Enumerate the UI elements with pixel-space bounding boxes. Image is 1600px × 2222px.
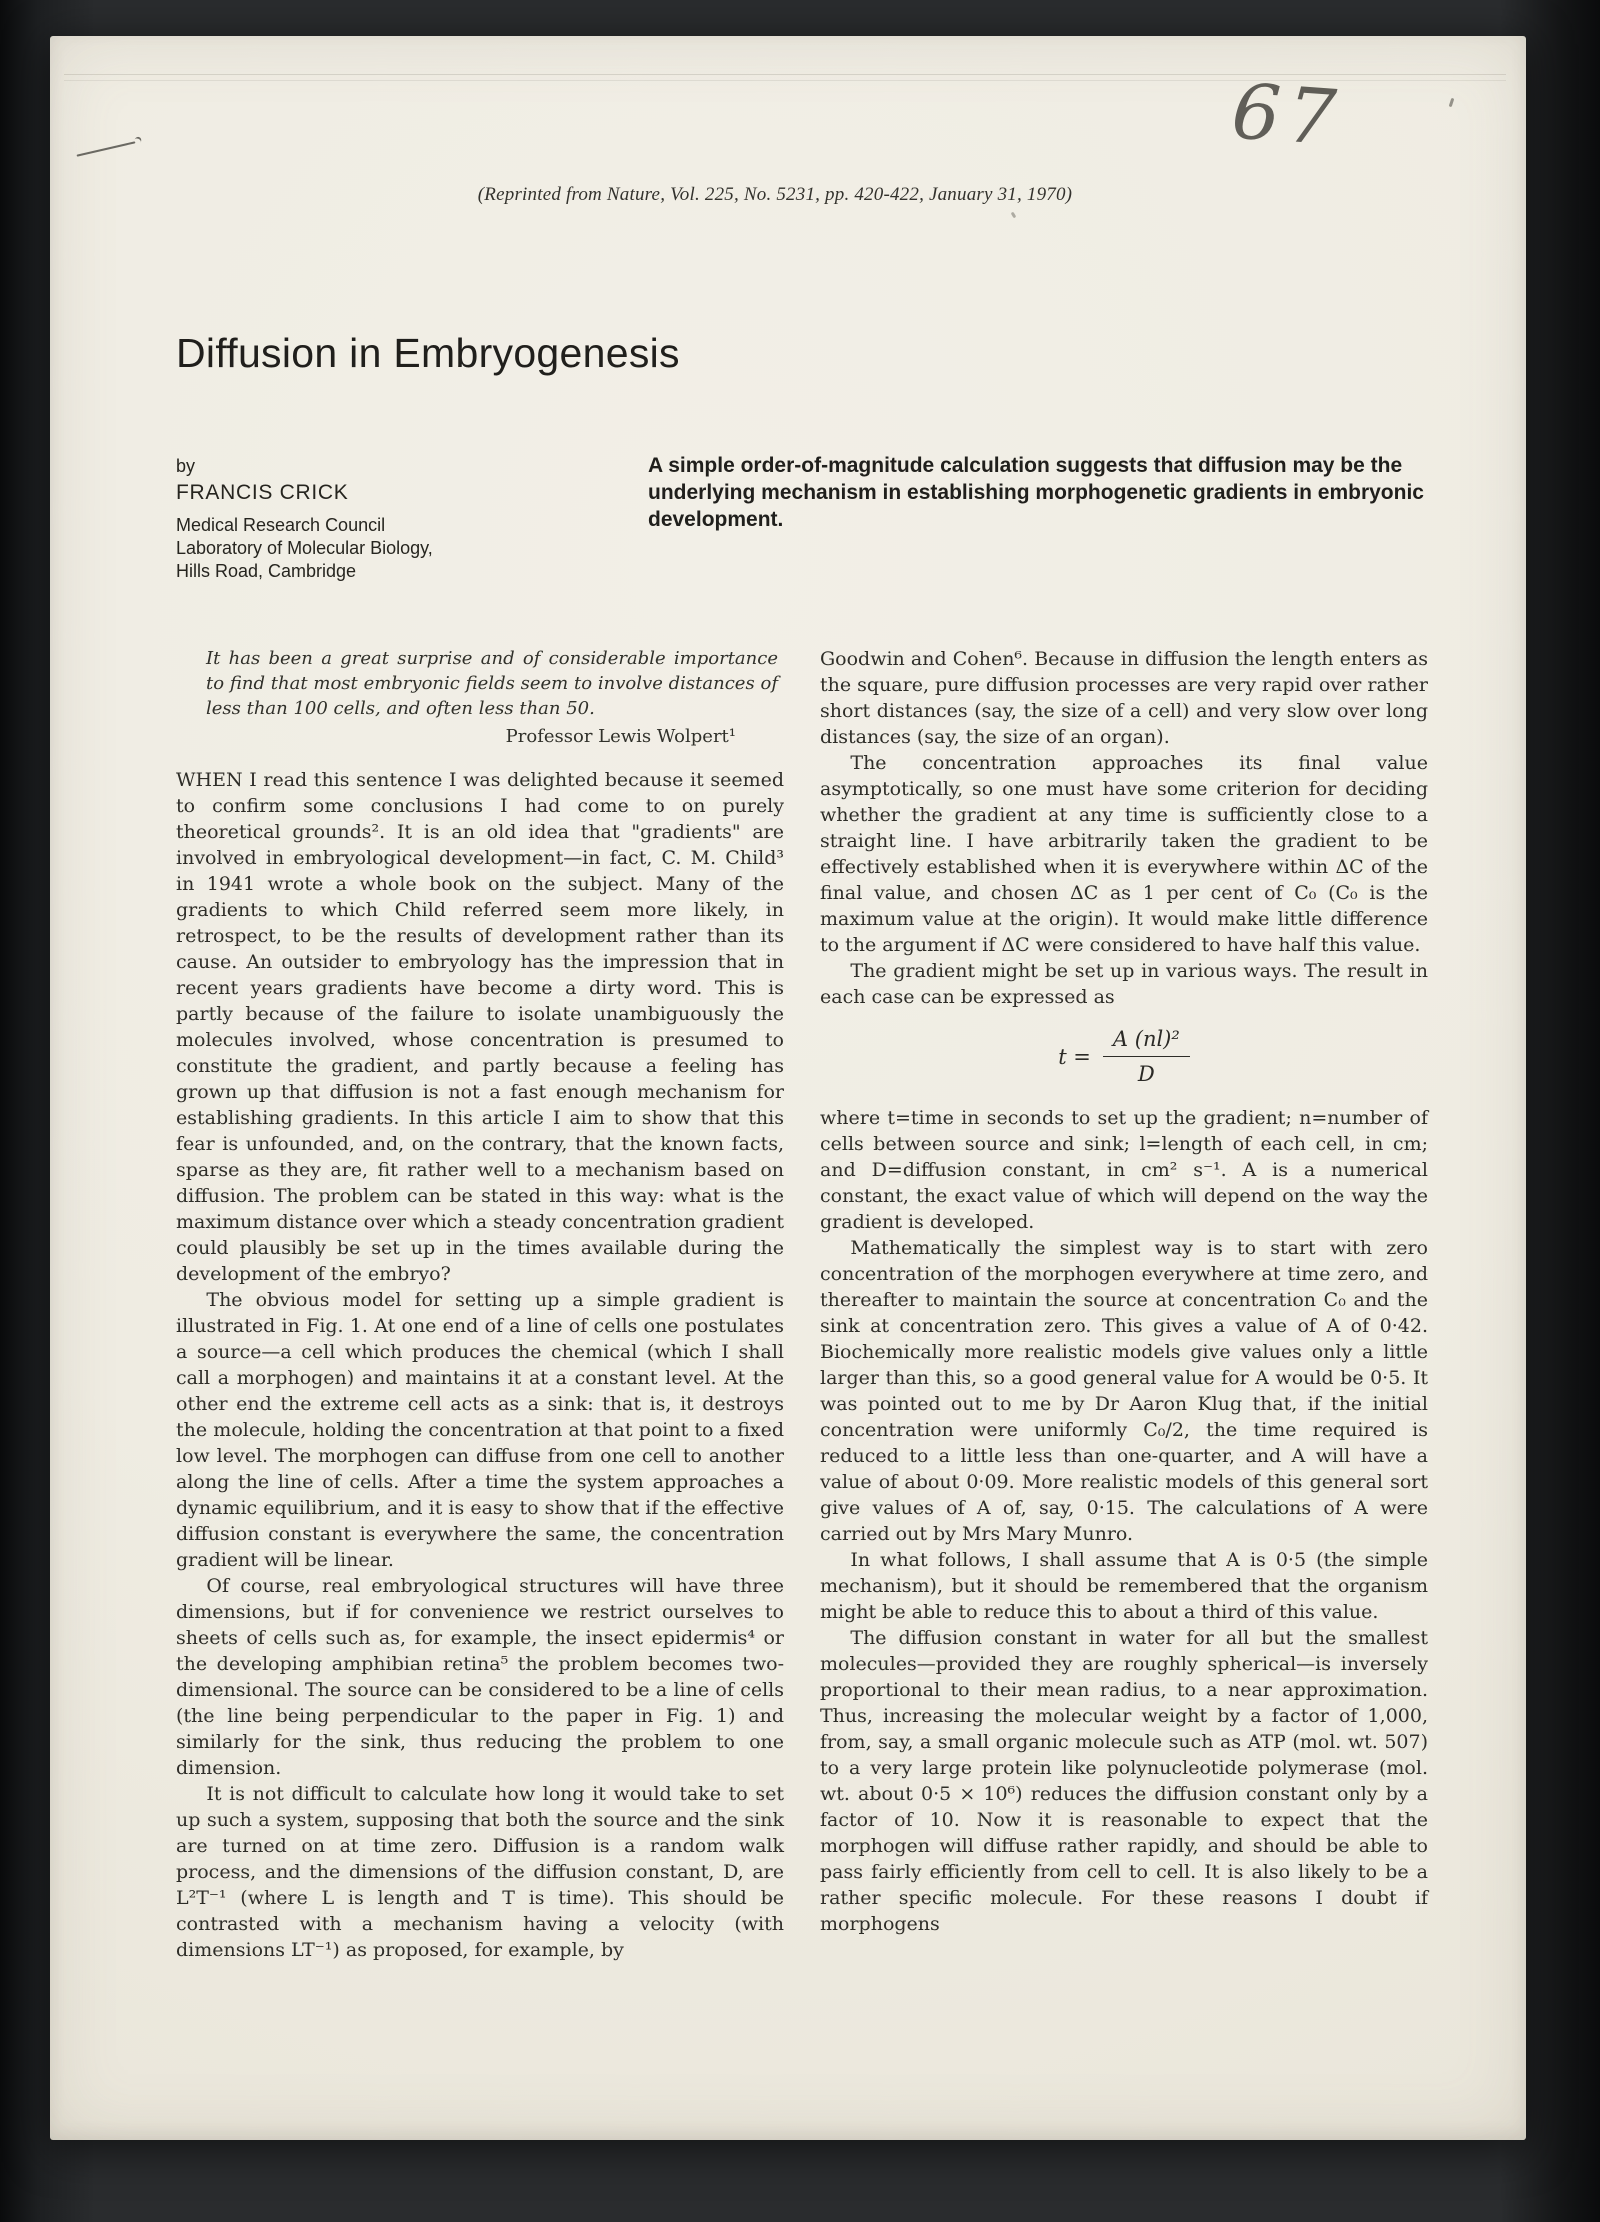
left-column	[176, 646, 784, 1963]
article-body	[176, 646, 1428, 1963]
affiliation-line: Medical Research Council	[176, 515, 386, 535]
equation-lhs: t =	[1058, 1044, 1091, 1069]
body-paragraph: The concentration approaches its final value asymptotically, so one must have some criterion for deciding whether the gradient at any time is sufficiently close to a straight line. I have arbitrarily taken the gradient to be effectively established when it is everywhere within ΔC of the final value, and chosen ΔC as 1 per cent of C₀ (C₀ is the maximum value at the origin). It would make little difference to the argument if ΔC were considered to have half this value.	[820, 752, 1428, 956]
scan-speck	[1011, 212, 1017, 219]
body-paragraph: Goodwin and Cohen⁶. Because in diffusion the length enters as the square, pure diffusion processes are very rapid over rather short distances (say, the size of a cell) and very slow over long distances (say, the size of an organ).	[820, 648, 1428, 748]
body-paragraph: WHEN I read this sentence I was delighted because it seemed to confirm some conclusions I had come to on purely theoretical grounds². It is an old idea that "gradients" are involved in embryological development—in fact, C. M. Child³ in 1941 wrote a whole book on the subject. Many of the gradients to which Child referred seem more likely, in retrospect, to be the results of development rather than its cause. An outsider to embryology has the impression that in recent years gradients have become a dirty word. This is partly because of the failure to isolate unambiguously the molecules involved, whose concentration is presumed to constitute the gradient, and partly because a feeling has grown up that diffusion is not a fast enough mechanism for establishing gradients. In this article I aim to show that this fear is unfounded, and, on the contrary, that the known facts, sparse as they are, fit rather well to a mechanism based on diffusion. The problem can be stated in this way: what is the maximum distance over which a steady concentration gradient could plausibly be set up in the times available during the development of the embryo?	[176, 769, 784, 1285]
body-paragraph: The gradient might be set up in various ways. The result in each case can be expressed as	[820, 960, 1428, 1008]
byline-by-label: by	[176, 456, 196, 476]
handwritten-page-number: 67	[1229, 66, 1346, 163]
reprint-line: (Reprinted from Nature, Vol. 225, No. 5231, pp. 420-422, January 31, 1970)	[477, 184, 1073, 205]
body-paragraph: In what follows, I shall assume that A is 0·5 (the simple mechanism), but it should be remembered that the organism might be able to reduce this to about a third of this value.	[820, 1549, 1428, 1623]
epigraph-text: It has been a great surprise and of considerable importance to find that most embryonic fields seem to involve distances of less than 100 cells, and often less than 50.	[206, 648, 778, 719]
right-column	[820, 646, 1428, 1963]
body-paragraph: The diffusion constant in water for all but the smallest molecules—provided they are roughly spherical—is inversely proportional to their mean radius, to a near approximation. Thus, increasing the molecular weight by a factor of 1,000, from, say, a small organic molecule such as ATP (mol. wt. 507) to a very large protein like polynucleotide polymerase (mol. wt. about 0·5 × 10⁶) reduces the diffusion constant only by a factor of 10. Now it is reasonable to expect that the morphogen will diffuse rather rapidly, and should be able to pass fairly efficiently from cell to cell. It is also likely to be a rather specific molecule. For these reasons I doubt if morphogens	[820, 1627, 1428, 1935]
equation-fraction	[1103, 1026, 1190, 1087]
body-paragraph: It is not difficult to calculate how long it would take to set up such a system, supposing that both the source and the sink are turned on at time zero. Diffusion is a random walk process, and the dimensions of the diffusion constant, D, are L²T⁻¹ (where L is length and T is time). This should be contrasted with a mechanism having a velocity (with dimensions LT⁻¹) as proposed, for example, by	[176, 1783, 784, 1961]
body-paragraph: where t=time in seconds to set up the gradient; n=number of cells between source and sink; l=length of each cell, in cm; and D=diffusion constant, in cm² s⁻¹. A is a numerical constant, the exact value of which will depend on the way the gradient is developed.	[820, 1107, 1428, 1233]
equation	[820, 1026, 1428, 1087]
affiliation-line: Laboratory of Molecular Biology,	[176, 538, 433, 558]
affiliation-block	[176, 514, 433, 583]
body-paragraph: Of course, real embryological structures will have three dimensions, but if for convenience we restrict ourselves to sheets of cells such as, for example, the insect epidermis⁴ or the developing amphibian retina⁵ the problem becomes two-dimensional. The source can be considered to be a line of cells (the line being perpendicular to the paper in Fig. 1) and similarly for the sink, thus reducing the problem to one dimension.	[176, 1575, 784, 1779]
pen-mark	[77, 141, 136, 156]
page-title: Diffusion in Embryogenesis	[176, 330, 680, 376]
epigraph	[206, 646, 778, 749]
equation-numerator: A (nl)²	[1103, 1026, 1190, 1057]
epigraph-attribution: Professor Lewis Wolpert¹	[505, 726, 736, 747]
equation-denominator: D	[1137, 1062, 1155, 1086]
author-name: FRANCIS CRICK	[176, 481, 349, 504]
scan-speck	[1449, 98, 1455, 107]
abstract-text: A simple order-of-magnitude calculation suggests that diffusion may be the underlying mechanism in establishing morphogenetic gradients in embryonic development.	[648, 454, 1424, 531]
affiliation-line: Hills Road, Cambridge	[176, 561, 357, 581]
byline	[176, 456, 433, 583]
body-paragraph: Mathematically the simplest way is to start with zero concentration of the morphogen everywhere at time zero, and thereafter to maintain the source at concentration C₀ and the sink at concentration zero. This gives a value of A of 0·42. Biochemically more realistic models give values only a little larger than this, so a good general value for A would be 0·5. It was pointed out to me by Dr Aaron Klug that, if the initial concentration were uniformly C₀/2, the time required is reduced to a little less than one-quarter, and A will have a value of about 0·09. More realistic models of this general sort give values of A of, say, 0·15. The calculations of A were carried out by Mrs Mary Munro.	[820, 1237, 1428, 1545]
body-paragraph: The obvious model for setting up a simple gradient is illustrated in Fig. 1. At one end of a line of cells one postulates a source—a cell which produces the chemical (which I shall call a morphogen) and maintains it at a constant level. At the other end the extreme cell acts as a sink: that is, it destroys the molecule, holding the concentration at that point to a fixed low level. The morphogen can diffuse from one cell to another along the line of cells. After a time the system approaches a dynamic equilibrium, and it is easy to show that if the effective diffusion constant is everywhere the same, the concentration gradient will be linear.	[176, 1289, 784, 1571]
paper-page	[50, 36, 1526, 2140]
